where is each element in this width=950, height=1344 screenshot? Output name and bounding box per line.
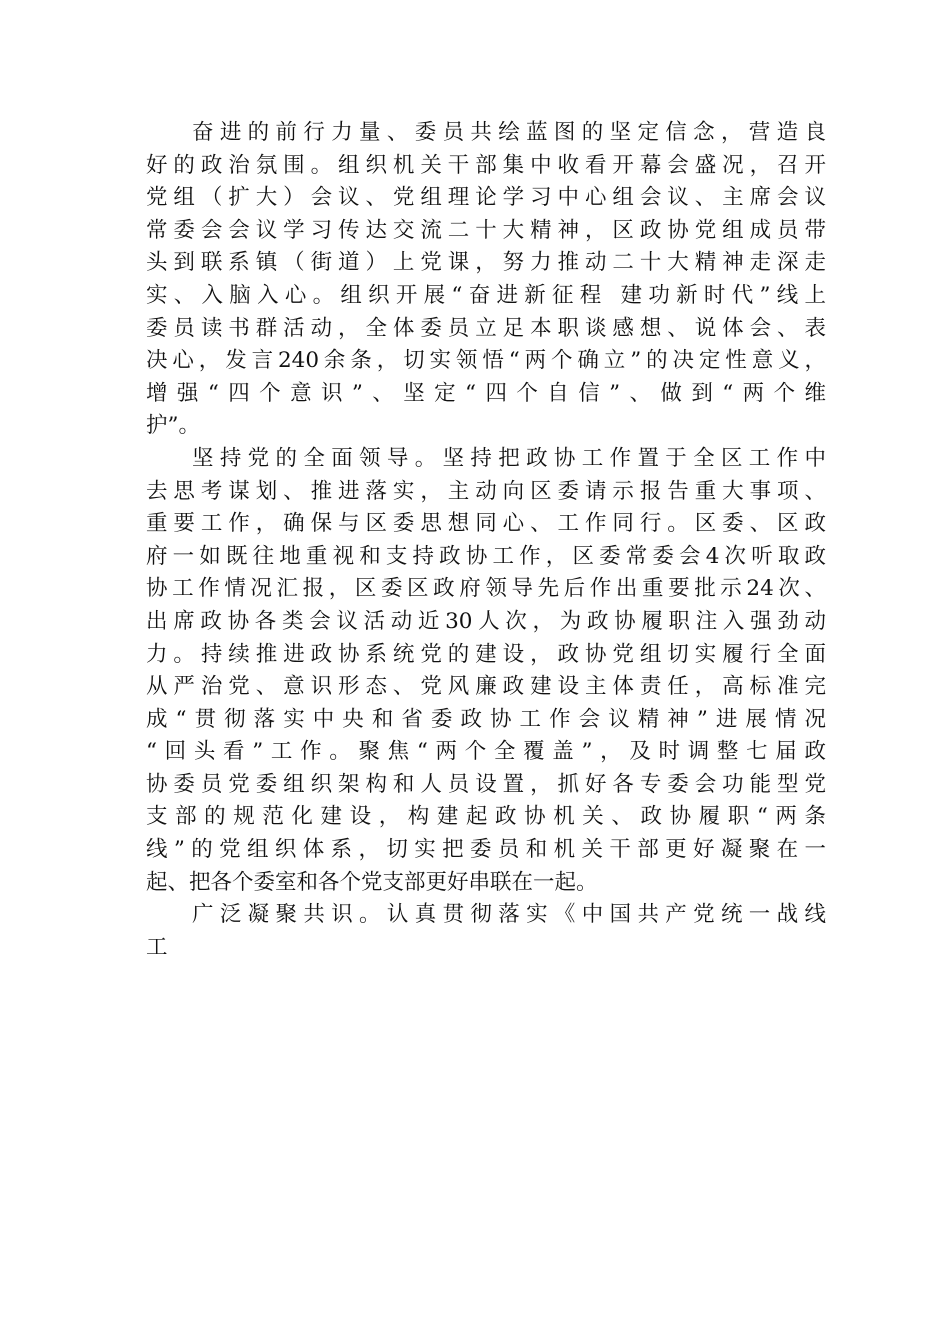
text-line: 力。持续推进政协系统党的建设，政协党组切实履行全面 bbox=[146, 641, 826, 667]
text-line: 从严治党、意识形态、党风廉政建设主体责任，高标准完 bbox=[146, 674, 826, 700]
text-line: 府一如既往地重视和支持政协工作，区委常委会4次听取政 bbox=[146, 543, 826, 569]
text-line: “回头看”工作。聚焦“两个全覆盖”，及时调整七届政 bbox=[146, 739, 826, 765]
text-line: 线”的党组织体系，切实把委员和机关干部更好凝聚在一 bbox=[146, 837, 826, 863]
text-line: 委员读书群活动，全体委员立足本职谈感想、说体会、表 bbox=[146, 315, 826, 341]
text-line: 好的政治氛围。组织机关干部集中收看开幕会盛况，召开 bbox=[146, 152, 826, 178]
text-line: 护”。 bbox=[146, 413, 200, 439]
text-line: 成“贯彻落实中央和省委政协工作会议精神”进展情况 bbox=[146, 706, 826, 732]
text-line: 起、把各个委室和各个党支部更好串联在一起。 bbox=[146, 869, 598, 895]
text-line: 头到联系镇（街道）上党课，努力推动二十大精神走深走 bbox=[146, 250, 826, 276]
text-line: 广泛凝聚共识。认真贯彻落实《中国共产党统一战线 bbox=[192, 902, 826, 928]
text-line: 去思考谋划、推进落实，主动向区委请示报告重大事项、 bbox=[146, 478, 826, 504]
text-line: 重要工作，确保与区委思想同心、工作同行。区委、区政 bbox=[146, 511, 826, 537]
text-line: 党组（扩大）会议、党组理论学习中心组会议、主席会议 bbox=[146, 185, 826, 211]
text-line: 协工作情况汇报，区委区政府领导先后作出重要批示24次、 bbox=[146, 576, 826, 602]
text-line: 决心，发言240余条，切实领悟“两个确立”的决定性意义， bbox=[146, 348, 826, 374]
document-body bbox=[146, 117, 826, 964]
text-line: 出席政协各类会议活动近30人次，为政协履职注入强劲动 bbox=[146, 608, 826, 634]
text-line: 工 bbox=[146, 934, 168, 960]
text-line: 支部的规范化建设，构建起政协机关、政协履职“两条 bbox=[146, 804, 826, 830]
text-line: 增强“四个意识”、坚定“四个自信”、做到“两个维 bbox=[146, 380, 826, 406]
text-line: 奋进的前行力量、委员共绘蓝图的坚定信念，营造良 bbox=[192, 120, 826, 145]
text-line: 坚持党的全面领导。坚持把政协工作置于全区工作中 bbox=[192, 445, 826, 471]
text-line: 实、入脑入心。组织开展“奋进新征程 建功新时代”线上 bbox=[146, 282, 826, 308]
text-line: 常委会会议学习传达交流二十大精神，区政协党组成员带 bbox=[146, 217, 826, 243]
text-line: 协委员党委组织架构和人员设置，抓好各专委会功能型党 bbox=[146, 771, 826, 797]
